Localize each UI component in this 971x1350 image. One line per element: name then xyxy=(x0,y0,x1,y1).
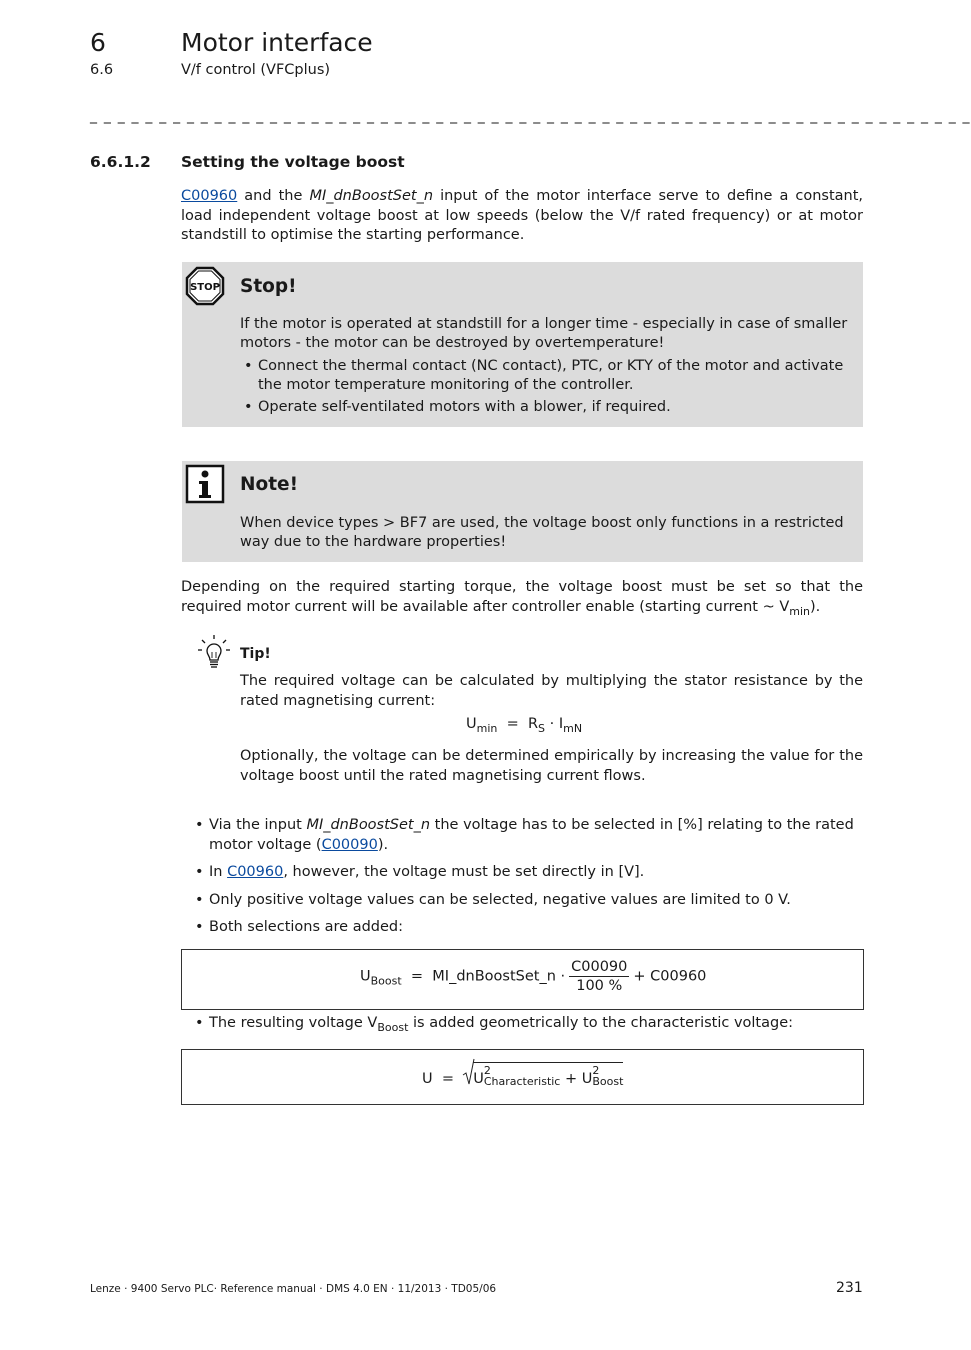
f1-u: U xyxy=(360,968,371,985)
stop-box xyxy=(182,262,863,427)
bullet-list-2 xyxy=(195,1014,865,1046)
link-c00960[interactable]: C00960 xyxy=(181,188,238,204)
note-title: Note! xyxy=(240,474,299,495)
bullet-list xyxy=(195,816,865,946)
f1-plus: + xyxy=(633,968,646,985)
f2-t1: U xyxy=(473,1071,484,1087)
b1-mid: the voltage has to be selected in [%] relating to the rated motor voltage ( xyxy=(209,817,854,853)
stop-bullet: • Connect the thermal contact (NC contact), PTC, or KTY of the motor and activate the motor temperature monitoring of the controller. xyxy=(240,357,850,395)
formula-u: U xyxy=(466,716,477,732)
f2-t2-sub: Boost xyxy=(592,1075,624,1088)
f2-t2-sup: 2 xyxy=(592,1064,600,1077)
formula-i: I xyxy=(558,716,564,732)
intro-text-2: input of the motor interface serve to define a constant, load independent voltage boost at low speeds (below the V/f rated frequency) or at motor standstill to optimise the starting performance. xyxy=(181,188,863,243)
f2-t1-sub: Characteristic xyxy=(483,1075,561,1088)
f1-term: MI_dnBoostSet_n xyxy=(432,968,556,985)
para2-text: Depending on the required starting torque, the voltage boost must be set so that the required motor current will be available after controller enable (starting current ~ V xyxy=(181,579,863,615)
formula-r: R xyxy=(527,716,539,732)
section-number: 6.6 xyxy=(90,62,114,78)
para2-subscript: min xyxy=(789,604,811,618)
f2-eq: = xyxy=(441,1071,454,1087)
stop-title: Stop! xyxy=(240,276,297,297)
subsection-number: 6.6.1.2 xyxy=(90,153,151,171)
list-item: • Both selections are added: xyxy=(195,918,865,938)
mi-dnboostset-n: MI_dnBoostSet_n xyxy=(309,188,434,204)
list-item xyxy=(195,816,865,855)
b2-end: , however, the voltage must be set directly in [V]. xyxy=(283,864,645,880)
boost-formula xyxy=(360,958,706,995)
geometric-formula-box xyxy=(181,1049,864,1105)
stop-text: If the motor is operated at standstill for a longer time - especially in case of smaller motors - the motor can be destroyed by overtemperature! xyxy=(240,316,848,351)
subsection-title: Setting the voltage boost xyxy=(181,153,405,171)
f1-eq: = xyxy=(410,968,424,985)
stop-icon xyxy=(185,266,225,310)
f2-t2: U xyxy=(581,1071,593,1087)
header-separator: _ _ _ _ _ _ _ _ _ _ _ _ _ _ _ _ _ _ _ _ _ _ _ _ _ _ _ _ _ _ _ _ _ _ _ _ _ _ _ _ _ _ _ _ _ _ _ _ _ _ _ _ _ _ _ _ _ _ _ _ _ _ _ _ xyxy=(90,108,971,124)
lightbulb-icon xyxy=(196,634,232,674)
chapter-title: Motor interface xyxy=(181,28,373,57)
starting-current-paragraph xyxy=(181,578,863,621)
tip-text-1: The required voltage can be calculated by multiplying the stator resistance by the rated magnetising current: xyxy=(240,673,863,709)
b2-pre: In xyxy=(209,864,228,880)
para2-end: ). xyxy=(810,598,821,615)
intro-paragraph xyxy=(181,187,863,246)
f1-numerator: C00090 xyxy=(571,959,628,975)
page-number: 231 xyxy=(836,1280,863,1296)
info-icon xyxy=(185,464,225,508)
stop-bullet: • Operate self-ventilated motors with a blower, if required. xyxy=(240,398,850,417)
sqrt-icon xyxy=(463,1062,623,1087)
umin-formula xyxy=(466,716,582,735)
intro-text-1: and the xyxy=(237,188,310,204)
geometric-formula xyxy=(422,1062,623,1087)
b1-italic: MI_dnBoostSet_n xyxy=(306,817,431,833)
f1-fraction xyxy=(569,958,629,995)
f2-u: U xyxy=(422,1071,433,1087)
b1-end: ). xyxy=(377,836,389,853)
formula-dot: · xyxy=(549,716,555,732)
sqrt-content xyxy=(473,1062,623,1087)
formula-u-sub: min xyxy=(476,722,498,735)
list-item xyxy=(195,863,865,883)
b5-sub: Boost xyxy=(377,1021,409,1034)
stop-icon-text: STOP xyxy=(190,282,220,293)
f2-plus: + xyxy=(564,1071,578,1087)
f1-denominator: 100 % xyxy=(576,978,623,994)
section-title: V/f control (VFCplus) xyxy=(181,62,331,78)
tip-text-2: Optionally, the voltage can be determined empirically by increasing the value for the voltage boost until the rated magnetising current flows. xyxy=(240,748,863,784)
b5-pre: The resulting voltage V xyxy=(209,1015,378,1031)
formula-r-sub: S xyxy=(538,722,546,735)
f1-u-sub: Boost xyxy=(370,974,402,988)
stop-text-block xyxy=(240,315,850,417)
formula-i-sub: mN xyxy=(563,722,583,735)
chapter-number: 6 xyxy=(90,28,106,57)
note-text: When device types > BF7 are used, the voltage boost only functions in a restricted way due to the hardware properties! xyxy=(240,515,844,550)
footer-info: Lenze · 9400 Servo PLC· Reference manual · DMS 4.0 EN · 11/2013 · TD05/06 xyxy=(90,1283,497,1295)
link-c00090[interactable]: C00090 xyxy=(321,836,378,853)
b1-pre: Via the input xyxy=(209,817,307,833)
link-c00960[interactable]: C00960 xyxy=(227,864,284,880)
list-item xyxy=(195,1014,865,1038)
note-box xyxy=(182,461,863,562)
f1-dot: · xyxy=(560,968,566,985)
tip-title: Tip! xyxy=(240,646,271,662)
f2-t1-sup: 2 xyxy=(483,1064,491,1077)
b5-end: is added geometrically to the characteristic voltage: xyxy=(408,1015,794,1031)
list-item: • Only positive voltage values can be selected, negative values are limited to 0 V. xyxy=(195,891,865,911)
f1-add: C00960 xyxy=(650,968,707,985)
boost-formula-box xyxy=(181,949,864,1010)
formula-eq: = xyxy=(506,716,519,732)
